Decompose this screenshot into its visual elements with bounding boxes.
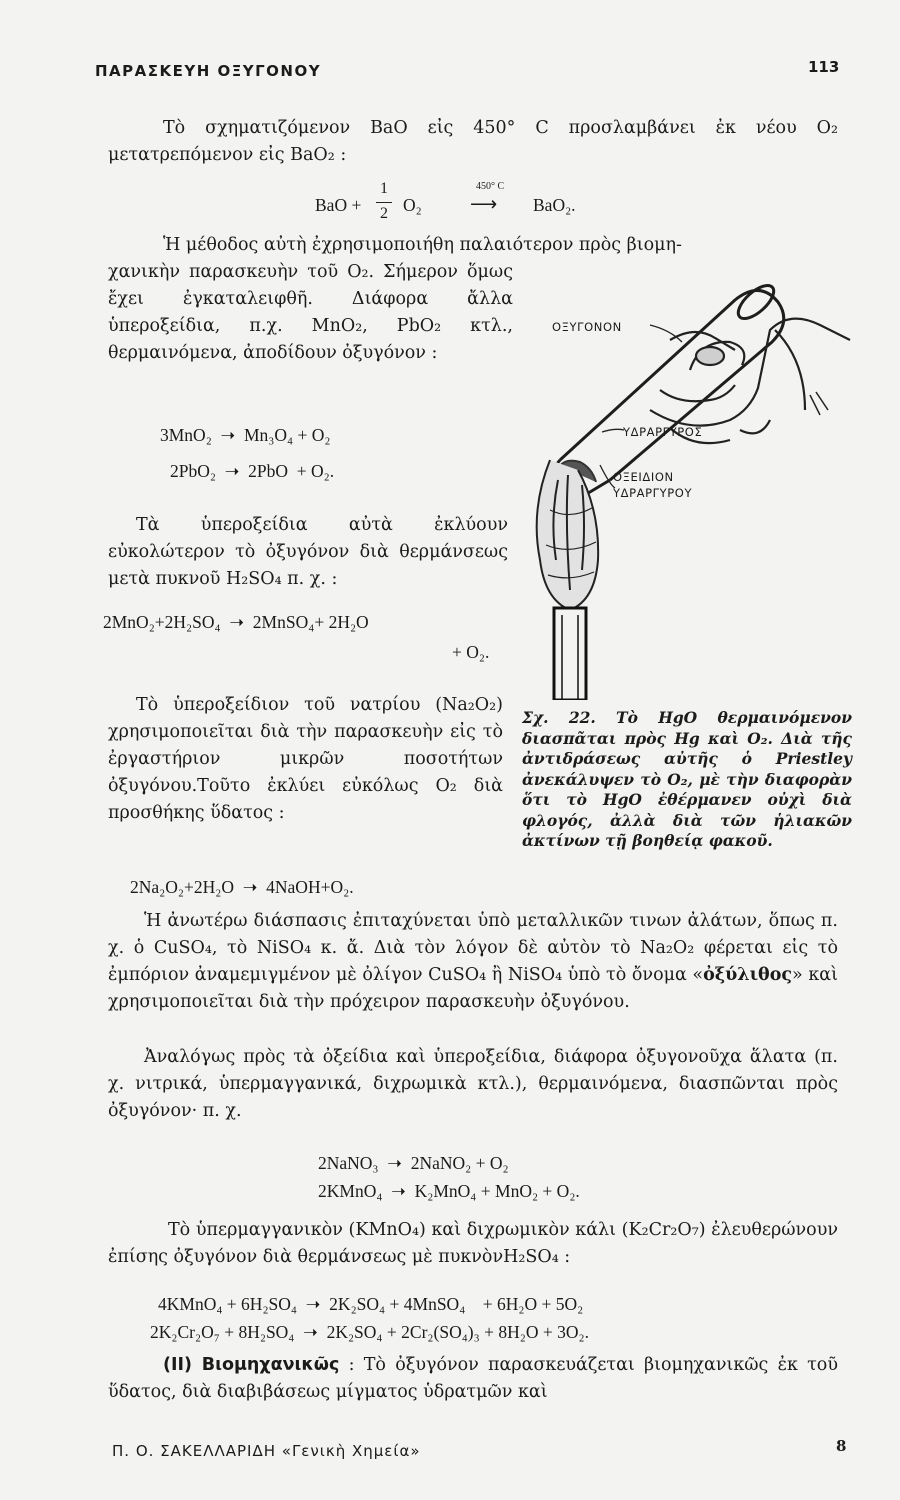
eq-bao-num: 1 [380, 180, 388, 197]
section-industrial-text: : Τὸ ὀξυγόνον παρασκευάζεται βιομηχανικῶς ἐκ τοῦ ὕδατος, διὰ διαβιβάσεως μίγματος ὑδρατμῶν καὶ [108, 1355, 838, 1402]
paragraph-permanganate: Τὸ ὑπερμαγγανικὸν (KMnO₄) καὶ διχρωμικὸν κάλι (K₂Cr₂O₇) ἐλευθερώνουν ἐπίσης ὀξυγόνον διὰ θερμάνσεως μὲ πυκνὸνH₂SO₄ : [108, 1220, 838, 1267]
equation-mno2: 3MnO₂ ➝ Mn₃O₄ + O₂ [160, 425, 331, 445]
footer-signature-number: 8 [836, 1437, 847, 1455]
paragraph-catalysts [108, 908, 838, 1016]
fraction-bar [376, 202, 392, 203]
figure-label-oxide-line1: ΟΞΕΙΔΙΟΝ [613, 470, 674, 484]
footer-book-title: Π. Ο. ΣΑΚΕΛΛΑΡΙΔΗ «Γενικὴ Χημεία» [112, 1442, 421, 1460]
equation-kmno4: 2KMnO₄ ➝ K₂MnO₄ + MnO₂ + O₂. [318, 1181, 580, 1201]
test-tube-illustration [552, 280, 783, 497]
figure-caption: Σχ. 22. Τὸ HgO θερμαινόμενον διασπᾶται πρὸς Hg καὶ O₂. Διὰ τῆς ἀντιδράσεως αὐτῆς ὁ Priestley ἀνεκάλυψεν τὸ O₂, μὲ τὴν διαφορὰν ὅτι τὸ HgO ἐθέρμανεν οὐχὶ διὰ φλογός, ἀλλὰ διὰ τῶν ἡλιακῶν ἀκτίνων τῇ βοηθείᾳ φακοῦ. [522, 708, 852, 850]
equation-na2o2: 2Na₂O₂+2H₂O ➝ 4NaOH+O₂. [130, 877, 354, 897]
equation-mno2-h2so4: 2MnO₂+2H₂SO₄ ➝ 2MnSO₄+ 2H₂O [103, 612, 369, 632]
eq-bao-condition: 450° C [476, 181, 505, 192]
eq-bao-product: BaO₂. [533, 195, 576, 215]
eq-bao-left: BaO + [315, 195, 362, 215]
equation-kmno4-h2so4: 4KMnO₄ + 6H₂SO₄ ➝ 2K₂SO₄ + 4MnSO₄ + 6H₂O + 5O₂ [158, 1294, 584, 1314]
paragraph-peroxides-h2so4: Τὰ ὑπεροξείδια αὐτὰ ἐκλύουν εὐκολώτερον τὸ ὀξυγόνον διὰ θερμάνσεως μετὰ πυκνοῦ H₂SO₄ π. χ. : [108, 515, 508, 589]
page-number: 113 [808, 58, 840, 76]
eq-bao-den: 2 [380, 205, 388, 222]
paragraph-industrial [108, 1352, 838, 1406]
equation-k2cr2o7: 2K₂Cr₂O₇ + 8H₂SO₄ ➝ 2K₂SO₄ + 2Cr₂(SO₄)₃ + 8H₂O + 3O₂. [150, 1322, 589, 1342]
paragraph-oxy-salts: Ἀναλόγως πρὸς τὰ ὀξείδια καὶ ὑπεροξείδια, διάφορα ὀξυγονοῦχα ἅλατα (π. χ. νιτρικά, ὑπερμαγγανικά, διχρωμικὰ κτλ.), θερμαινόμενα, διασπῶνται πρὸς ὀξυγόνον· π. χ. [108, 1047, 838, 1121]
equation-nano3: 2NaNO₃ ➝ 2NaNO₂ + O₂ [318, 1153, 509, 1173]
section-heading-industrial: (II) Βιομηχανικῶς [163, 1355, 340, 1375]
paragraph-method-line1: Ἡ μέθοδος αὐτὴ ἐχρησιμοποιήθη παλαιότερον πρὸς βιομη- [163, 235, 682, 255]
paragraph-method-rest: χανικὴν παρασκευὴν τοῦ O₂. Σήμερον ὅμως ἔχει ἐγκαταλειφθῆ. Διάφορα ἄλλα ὑπεροξείδια, π.χ. MnO₂, PbO₂ κτλ., θερμαινόμενα, ἀποδίδουν ὀξυγόνον : [108, 262, 513, 363]
equation-mno2-h2so4-cont: + O₂. [452, 642, 490, 662]
figure-hgo-test-tube [520, 270, 860, 700]
paragraph-bao: Τὸ σχηματιζόμενον BaO εἰς 450° C προσλαμβάνει ἐκ νέου O₂ μετατρεπόμενον εἰς BaO₂ : [108, 118, 838, 165]
paragraph-sodium-peroxide: Τὸ ὑπεροξείδιον τοῦ νατρίου (Na₂O₂) χρησιμοποιεῖται διὰ τὴν παρασκευὴν εἰς τὸ ἐργαστήριον μικρῶν ποσοτήτων ὀξυγόνου.Τοῦτο ἐκλύει εὐκόλως O₂ διὰ προσθήκης ὕδατος : [108, 695, 503, 823]
burner-flame [537, 460, 599, 610]
paragraph-catalysts-end: » καὶ χρησιμοποιεῖται διὰ τὴν πρόχειρον παρασκευὴν ὀξυγόνου. [108, 965, 838, 1012]
figure-label-mercury: ΥΔΡΑΡΓΥΡΟΣ [623, 425, 703, 439]
eq-bao-arrow: ⟶ [470, 194, 498, 215]
figure-label-oxygen: ΟΞΥΓΟΝΟΝ [552, 320, 622, 334]
eq-bao-o2: O₂ [403, 195, 422, 215]
figure-label-oxide-line2: ΥΔΡΑΡΓΥΡΟΥ [613, 486, 693, 500]
running-header-title: ΠΑΡΑΣΚΕΥΗ ΟΞΥΓΟΝΟΥ [95, 62, 322, 80]
label-leader-lines [600, 325, 682, 488]
term-oxylithos: ὀξύλιθος [703, 965, 793, 985]
equation-pbo2: 2PbO₂ ➝ 2PbO + O₂. [170, 461, 335, 481]
paragraph-catalysts-text: Ἡ ἀνωτέρω διάσπασις ἐπιταχύνεται ὑπὸ μεταλλικῶν τινων ἀλάτων, ὅπως π. χ. ὁ CuSO₄, τὸ NiSO₄ κ. ἄ. Διὰ τὸν λόγον δὲ αὐτὸν τὸ Na₂O₂ φέρεται εἰς τὸ ἐμπόριον ἀναμεμιγμένον μὲ ὀλίγον CuSO₄ ἢ NiSO₄ ὑπὸ τὸ ὄνομα « [108, 911, 838, 985]
burner-tube [554, 608, 586, 700]
